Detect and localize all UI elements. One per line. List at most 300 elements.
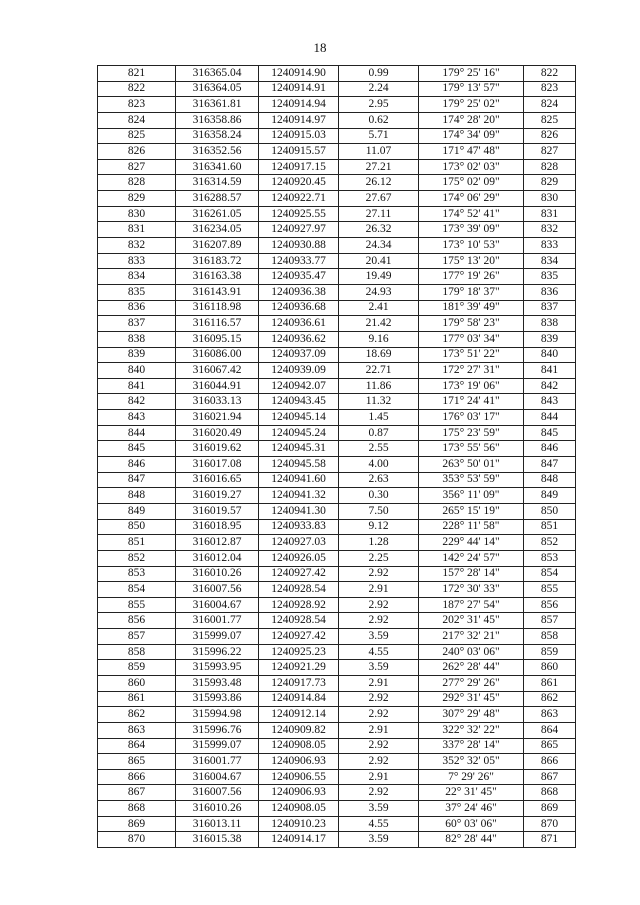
bearing-cell: 7° 29' 26" xyxy=(419,769,524,785)
x-coordinate-cell: 316365.04 xyxy=(176,66,259,82)
x-coordinate-cell: 315999.07 xyxy=(176,738,259,754)
distance-cell: 24.34 xyxy=(339,238,419,254)
point-number-cell: 836 xyxy=(98,300,176,316)
point-number-cell: 840 xyxy=(98,363,176,379)
next-point-cell: 832 xyxy=(524,222,576,238)
table-row xyxy=(98,550,576,566)
table-row xyxy=(98,488,576,504)
distance-cell: 2.91 xyxy=(339,582,419,598)
y-coordinate-cell: 1240941.60 xyxy=(259,472,339,488)
x-coordinate-cell: 316033.13 xyxy=(176,394,259,410)
bearing-cell: 22° 31' 45" xyxy=(419,785,524,801)
point-number-cell: 845 xyxy=(98,441,176,457)
distance-cell: 2.25 xyxy=(339,550,419,566)
bearing-cell: 187° 27' 54" xyxy=(419,597,524,613)
table-row xyxy=(98,472,576,488)
table-row xyxy=(98,691,576,707)
point-number-cell: 828 xyxy=(98,175,176,191)
x-coordinate-cell: 316004.67 xyxy=(176,597,259,613)
next-point-cell: 827 xyxy=(524,144,576,160)
y-coordinate-cell: 1240908.05 xyxy=(259,738,339,754)
point-number-cell: 849 xyxy=(98,503,176,519)
next-point-cell: 840 xyxy=(524,347,576,363)
bearing-cell: 171° 24' 41" xyxy=(419,394,524,410)
distance-cell: 22.71 xyxy=(339,363,419,379)
table-row xyxy=(98,300,576,316)
distance-cell: 11.07 xyxy=(339,144,419,160)
next-point-cell: 823 xyxy=(524,81,576,97)
distance-cell: 3.59 xyxy=(339,660,419,676)
x-coordinate-cell: 316358.24 xyxy=(176,128,259,144)
distance-cell: 0.87 xyxy=(339,425,419,441)
x-coordinate-cell: 316018.95 xyxy=(176,519,259,535)
next-point-cell: 870 xyxy=(524,816,576,832)
bearing-cell: 174° 06' 29" xyxy=(419,191,524,207)
distance-cell: 2.92 xyxy=(339,566,419,582)
x-coordinate-cell: 316314.59 xyxy=(176,175,259,191)
distance-cell: 4.00 xyxy=(339,457,419,473)
bearing-cell: 177° 03' 34" xyxy=(419,331,524,347)
y-coordinate-cell: 1240920.45 xyxy=(259,175,339,191)
table-row xyxy=(98,503,576,519)
bearing-cell: 172° 30' 33" xyxy=(419,582,524,598)
y-coordinate-cell: 1240941.30 xyxy=(259,503,339,519)
distance-cell: 2.92 xyxy=(339,691,419,707)
next-point-cell: 867 xyxy=(524,769,576,785)
table-row xyxy=(98,566,576,582)
bearing-cell: 179° 25' 02" xyxy=(419,97,524,113)
next-point-cell: 834 xyxy=(524,253,576,269)
y-coordinate-cell: 1240906.55 xyxy=(259,769,339,785)
y-coordinate-cell: 1240921.29 xyxy=(259,660,339,676)
x-coordinate-cell: 316012.87 xyxy=(176,535,259,551)
y-coordinate-cell: 1240906.93 xyxy=(259,754,339,770)
x-coordinate-cell: 316019.27 xyxy=(176,488,259,504)
next-point-cell: 833 xyxy=(524,238,576,254)
point-number-cell: 861 xyxy=(98,691,176,707)
coordinates-table xyxy=(97,65,576,848)
bearing-cell: 82° 28' 44" xyxy=(419,832,524,848)
point-number-cell: 827 xyxy=(98,159,176,175)
bearing-cell: 175° 02' 09" xyxy=(419,175,524,191)
next-point-cell: 859 xyxy=(524,644,576,660)
bearing-cell: 176° 03' 17" xyxy=(419,410,524,426)
table-row xyxy=(98,785,576,801)
point-number-cell: 854 xyxy=(98,582,176,598)
distance-cell: 27.11 xyxy=(339,206,419,222)
next-point-cell: 855 xyxy=(524,582,576,598)
x-coordinate-cell: 316361.81 xyxy=(176,97,259,113)
point-number-cell: 855 xyxy=(98,597,176,613)
table-row xyxy=(98,331,576,347)
bearing-cell: 175° 23' 59" xyxy=(419,425,524,441)
x-coordinate-cell: 316234.05 xyxy=(176,222,259,238)
y-coordinate-cell: 1240928.54 xyxy=(259,613,339,629)
x-coordinate-cell: 316364.05 xyxy=(176,81,259,97)
table-row xyxy=(98,66,576,82)
bearing-cell: 337° 28' 14" xyxy=(419,738,524,754)
next-point-cell: 860 xyxy=(524,660,576,676)
point-number-cell: 869 xyxy=(98,816,176,832)
table-row xyxy=(98,675,576,691)
next-point-cell: 862 xyxy=(524,691,576,707)
y-coordinate-cell: 1240908.05 xyxy=(259,801,339,817)
point-number-cell: 835 xyxy=(98,284,176,300)
distance-cell: 20.41 xyxy=(339,253,419,269)
distance-cell: 5.71 xyxy=(339,128,419,144)
next-point-cell: 848 xyxy=(524,472,576,488)
table-row xyxy=(98,253,576,269)
bearing-cell: 60° 03' 06" xyxy=(419,816,524,832)
x-coordinate-cell: 315996.76 xyxy=(176,722,259,738)
table-row xyxy=(98,457,576,473)
x-coordinate-cell: 316118.98 xyxy=(176,300,259,316)
next-point-cell: 831 xyxy=(524,206,576,222)
x-coordinate-cell: 316019.62 xyxy=(176,441,259,457)
x-coordinate-cell: 316021.94 xyxy=(176,410,259,426)
distance-cell: 9.12 xyxy=(339,519,419,535)
point-number-cell: 856 xyxy=(98,613,176,629)
point-number-cell: 868 xyxy=(98,801,176,817)
y-coordinate-cell: 1240914.94 xyxy=(259,97,339,113)
x-coordinate-cell: 315999.07 xyxy=(176,629,259,645)
bearing-cell: 175° 13' 20" xyxy=(419,253,524,269)
x-coordinate-cell: 316012.04 xyxy=(176,550,259,566)
next-point-cell: 868 xyxy=(524,785,576,801)
next-point-cell: 845 xyxy=(524,425,576,441)
point-number-cell: 870 xyxy=(98,832,176,848)
y-coordinate-cell: 1240937.09 xyxy=(259,347,339,363)
point-number-cell: 857 xyxy=(98,629,176,645)
distance-cell: 3.59 xyxy=(339,832,419,848)
page-number: 18 xyxy=(313,40,327,55)
next-point-cell: 843 xyxy=(524,394,576,410)
x-coordinate-cell: 316207.89 xyxy=(176,238,259,254)
distance-cell: 27.21 xyxy=(339,159,419,175)
x-coordinate-cell: 315993.95 xyxy=(176,660,259,676)
bearing-cell: 157° 28' 14" xyxy=(419,566,524,582)
table-row xyxy=(98,425,576,441)
distance-cell: 2.91 xyxy=(339,769,419,785)
y-coordinate-cell: 1240943.45 xyxy=(259,394,339,410)
bearing-cell: 179° 25' 16" xyxy=(419,66,524,82)
x-coordinate-cell: 316358.86 xyxy=(176,112,259,128)
table-row xyxy=(98,81,576,97)
table-row xyxy=(98,363,576,379)
x-coordinate-cell: 316015.38 xyxy=(176,832,259,848)
x-coordinate-cell: 316016.65 xyxy=(176,472,259,488)
distance-cell: 2.92 xyxy=(339,785,419,801)
y-coordinate-cell: 1240925.23 xyxy=(259,644,339,660)
point-number-cell: 843 xyxy=(98,410,176,426)
table-row xyxy=(98,801,576,817)
bearing-cell: 217° 32' 21" xyxy=(419,629,524,645)
point-number-cell: 850 xyxy=(98,519,176,535)
point-number-cell: 851 xyxy=(98,535,176,551)
y-coordinate-cell: 1240914.17 xyxy=(259,832,339,848)
next-point-cell: 830 xyxy=(524,191,576,207)
y-coordinate-cell: 1240926.05 xyxy=(259,550,339,566)
x-coordinate-cell: 316013.11 xyxy=(176,816,259,832)
y-coordinate-cell: 1240910.23 xyxy=(259,816,339,832)
bearing-cell: 173° 51' 22" xyxy=(419,347,524,363)
y-coordinate-cell: 1240925.55 xyxy=(259,206,339,222)
point-number-cell: 822 xyxy=(98,81,176,97)
next-point-cell: 864 xyxy=(524,722,576,738)
x-coordinate-cell: 316007.56 xyxy=(176,785,259,801)
distance-cell: 11.32 xyxy=(339,394,419,410)
table-row xyxy=(98,410,576,426)
y-coordinate-cell: 1240942.07 xyxy=(259,378,339,394)
y-coordinate-cell: 1240927.97 xyxy=(259,222,339,238)
point-number-cell: 866 xyxy=(98,769,176,785)
x-coordinate-cell: 316007.56 xyxy=(176,582,259,598)
table-row xyxy=(98,316,576,332)
table-row xyxy=(98,128,576,144)
distance-cell: 26.32 xyxy=(339,222,419,238)
point-number-cell: 831 xyxy=(98,222,176,238)
x-coordinate-cell: 316288.57 xyxy=(176,191,259,207)
point-number-cell: 838 xyxy=(98,331,176,347)
x-coordinate-cell: 315993.86 xyxy=(176,691,259,707)
next-point-cell: 858 xyxy=(524,629,576,645)
point-number-cell: 844 xyxy=(98,425,176,441)
y-coordinate-cell: 1240917.73 xyxy=(259,675,339,691)
point-number-cell: 858 xyxy=(98,644,176,660)
y-coordinate-cell: 1240914.84 xyxy=(259,691,339,707)
coordinates-table-body xyxy=(98,66,576,848)
distance-cell: 2.91 xyxy=(339,722,419,738)
distance-cell: 0.30 xyxy=(339,488,419,504)
y-coordinate-cell: 1240941.32 xyxy=(259,488,339,504)
table-row xyxy=(98,394,576,410)
point-number-cell: 829 xyxy=(98,191,176,207)
point-number-cell: 841 xyxy=(98,378,176,394)
y-coordinate-cell: 1240915.57 xyxy=(259,144,339,160)
y-coordinate-cell: 1240927.42 xyxy=(259,629,339,645)
next-point-cell: 854 xyxy=(524,566,576,582)
table-row xyxy=(98,97,576,113)
bearing-cell: 322° 32' 22" xyxy=(419,722,524,738)
x-coordinate-cell: 316352.56 xyxy=(176,144,259,160)
x-coordinate-cell: 316004.67 xyxy=(176,769,259,785)
table-row xyxy=(98,441,576,457)
bearing-cell: 171° 47' 48" xyxy=(419,144,524,160)
point-number-cell: 859 xyxy=(98,660,176,676)
point-number-cell: 862 xyxy=(98,707,176,723)
distance-cell: 3.59 xyxy=(339,801,419,817)
distance-cell: 24.93 xyxy=(339,284,419,300)
table-row xyxy=(98,644,576,660)
y-coordinate-cell: 1240933.77 xyxy=(259,253,339,269)
x-coordinate-cell: 316116.57 xyxy=(176,316,259,332)
distance-cell: 2.63 xyxy=(339,472,419,488)
bearing-cell: 174° 52' 41" xyxy=(419,206,524,222)
x-coordinate-cell: 316017.08 xyxy=(176,457,259,473)
x-coordinate-cell: 316095.15 xyxy=(176,331,259,347)
x-coordinate-cell: 316086.00 xyxy=(176,347,259,363)
y-coordinate-cell: 1240945.24 xyxy=(259,425,339,441)
point-number-cell: 826 xyxy=(98,144,176,160)
bearing-cell: 356° 11' 09" xyxy=(419,488,524,504)
bearing-cell: 179° 58' 23" xyxy=(419,316,524,332)
y-coordinate-cell: 1240936.61 xyxy=(259,316,339,332)
y-coordinate-cell: 1240939.09 xyxy=(259,363,339,379)
x-coordinate-cell: 316261.05 xyxy=(176,206,259,222)
bearing-cell: 352° 32' 05" xyxy=(419,754,524,770)
table-row xyxy=(98,144,576,160)
next-point-cell: 861 xyxy=(524,675,576,691)
y-coordinate-cell: 1240945.14 xyxy=(259,410,339,426)
table-row xyxy=(98,222,576,238)
table-row xyxy=(98,347,576,363)
x-coordinate-cell: 316001.77 xyxy=(176,754,259,770)
bearing-cell: 173° 10' 53" xyxy=(419,238,524,254)
next-point-cell: 835 xyxy=(524,269,576,285)
point-number-cell: 852 xyxy=(98,550,176,566)
distance-cell: 9.16 xyxy=(339,331,419,347)
next-point-cell: 837 xyxy=(524,300,576,316)
table-row xyxy=(98,206,576,222)
x-coordinate-cell: 316010.26 xyxy=(176,801,259,817)
x-coordinate-cell: 315993.48 xyxy=(176,675,259,691)
y-coordinate-cell: 1240927.03 xyxy=(259,535,339,551)
next-point-cell: 856 xyxy=(524,597,576,613)
distance-cell: 2.24 xyxy=(339,81,419,97)
y-coordinate-cell: 1240945.58 xyxy=(259,457,339,473)
bearing-cell: 292° 31' 45" xyxy=(419,691,524,707)
point-number-cell: 830 xyxy=(98,206,176,222)
point-number-cell: 847 xyxy=(98,472,176,488)
next-point-cell: 857 xyxy=(524,613,576,629)
table-row xyxy=(98,191,576,207)
bearing-cell: 353° 53' 59" xyxy=(419,472,524,488)
point-number-cell: 821 xyxy=(98,66,176,82)
table-row xyxy=(98,816,576,832)
bearing-cell: 228° 11' 58" xyxy=(419,519,524,535)
table-row xyxy=(98,378,576,394)
distance-cell: 26.12 xyxy=(339,175,419,191)
table-row xyxy=(98,284,576,300)
y-coordinate-cell: 1240906.93 xyxy=(259,785,339,801)
next-point-cell: 847 xyxy=(524,457,576,473)
distance-cell: 18.69 xyxy=(339,347,419,363)
bearing-cell: 179° 13' 57" xyxy=(419,81,524,97)
bearing-cell: 142° 24' 57" xyxy=(419,550,524,566)
point-number-cell: 837 xyxy=(98,316,176,332)
y-coordinate-cell: 1240945.31 xyxy=(259,441,339,457)
bearing-cell: 202° 31' 45" xyxy=(419,613,524,629)
next-point-cell: 850 xyxy=(524,503,576,519)
distance-cell: 2.41 xyxy=(339,300,419,316)
point-number-cell: 824 xyxy=(98,112,176,128)
table-row xyxy=(98,738,576,754)
y-coordinate-cell: 1240912.14 xyxy=(259,707,339,723)
point-number-cell: 842 xyxy=(98,394,176,410)
point-number-cell: 833 xyxy=(98,253,176,269)
table-row xyxy=(98,269,576,285)
bearing-cell: 173° 39' 09" xyxy=(419,222,524,238)
bearing-cell: 179° 18' 37" xyxy=(419,284,524,300)
distance-cell: 1.45 xyxy=(339,410,419,426)
point-number-cell: 846 xyxy=(98,457,176,473)
point-number-cell: 860 xyxy=(98,675,176,691)
x-coordinate-cell: 316067.42 xyxy=(176,363,259,379)
bearing-cell: 181° 39' 49" xyxy=(419,300,524,316)
bearing-cell: 177° 19' 26" xyxy=(419,269,524,285)
bearing-cell: 174° 28' 20" xyxy=(419,112,524,128)
y-coordinate-cell: 1240936.38 xyxy=(259,284,339,300)
next-point-cell: 869 xyxy=(524,801,576,817)
y-coordinate-cell: 1240927.42 xyxy=(259,566,339,582)
distance-cell: 2.92 xyxy=(339,738,419,754)
x-coordinate-cell: 316019.57 xyxy=(176,503,259,519)
distance-cell: 0.62 xyxy=(339,112,419,128)
point-number-cell: 867 xyxy=(98,785,176,801)
table-row xyxy=(98,832,576,848)
distance-cell: 4.55 xyxy=(339,816,419,832)
y-coordinate-cell: 1240914.91 xyxy=(259,81,339,97)
next-point-cell: 828 xyxy=(524,159,576,175)
x-coordinate-cell: 316341.60 xyxy=(176,159,259,175)
next-point-cell: 853 xyxy=(524,550,576,566)
y-coordinate-cell: 1240915.03 xyxy=(259,128,339,144)
table-row xyxy=(98,582,576,598)
bearing-cell: 262° 28' 44" xyxy=(419,660,524,676)
point-number-cell: 863 xyxy=(98,722,176,738)
point-number-cell: 839 xyxy=(98,347,176,363)
next-point-cell: 866 xyxy=(524,754,576,770)
x-coordinate-cell: 316001.77 xyxy=(176,613,259,629)
next-point-cell: 826 xyxy=(524,128,576,144)
bearing-cell: 229° 44' 14" xyxy=(419,535,524,551)
next-point-cell: 836 xyxy=(524,284,576,300)
bearing-cell: 172° 27' 31" xyxy=(419,363,524,379)
bearing-cell: 307° 29' 48" xyxy=(419,707,524,723)
table-row xyxy=(98,535,576,551)
y-coordinate-cell: 1240914.97 xyxy=(259,112,339,128)
table-row xyxy=(98,175,576,191)
y-coordinate-cell: 1240933.83 xyxy=(259,519,339,535)
table-row xyxy=(98,660,576,676)
distance-cell: 0.99 xyxy=(339,66,419,82)
table-row xyxy=(98,629,576,645)
x-coordinate-cell: 316163.38 xyxy=(176,269,259,285)
x-coordinate-cell: 315994.98 xyxy=(176,707,259,723)
x-coordinate-cell: 316183.72 xyxy=(176,253,259,269)
distance-cell: 19.49 xyxy=(339,269,419,285)
bearing-cell: 37° 24' 46" xyxy=(419,801,524,817)
distance-cell: 2.92 xyxy=(339,754,419,770)
table-row xyxy=(98,722,576,738)
next-point-cell: 863 xyxy=(524,707,576,723)
distance-cell: 11.86 xyxy=(339,378,419,394)
next-point-cell: 844 xyxy=(524,410,576,426)
y-coordinate-cell: 1240917.15 xyxy=(259,159,339,175)
bearing-cell: 240° 03' 06" xyxy=(419,644,524,660)
next-point-cell: 842 xyxy=(524,378,576,394)
y-coordinate-cell: 1240928.54 xyxy=(259,582,339,598)
next-point-cell: 849 xyxy=(524,488,576,504)
next-point-cell: 871 xyxy=(524,832,576,848)
bearing-cell: 174° 34' 09" xyxy=(419,128,524,144)
next-point-cell: 839 xyxy=(524,331,576,347)
next-point-cell: 841 xyxy=(524,363,576,379)
point-number-cell: 848 xyxy=(98,488,176,504)
y-coordinate-cell: 1240914.90 xyxy=(259,66,339,82)
x-coordinate-cell: 316010.26 xyxy=(176,566,259,582)
x-coordinate-cell: 315996.22 xyxy=(176,644,259,660)
